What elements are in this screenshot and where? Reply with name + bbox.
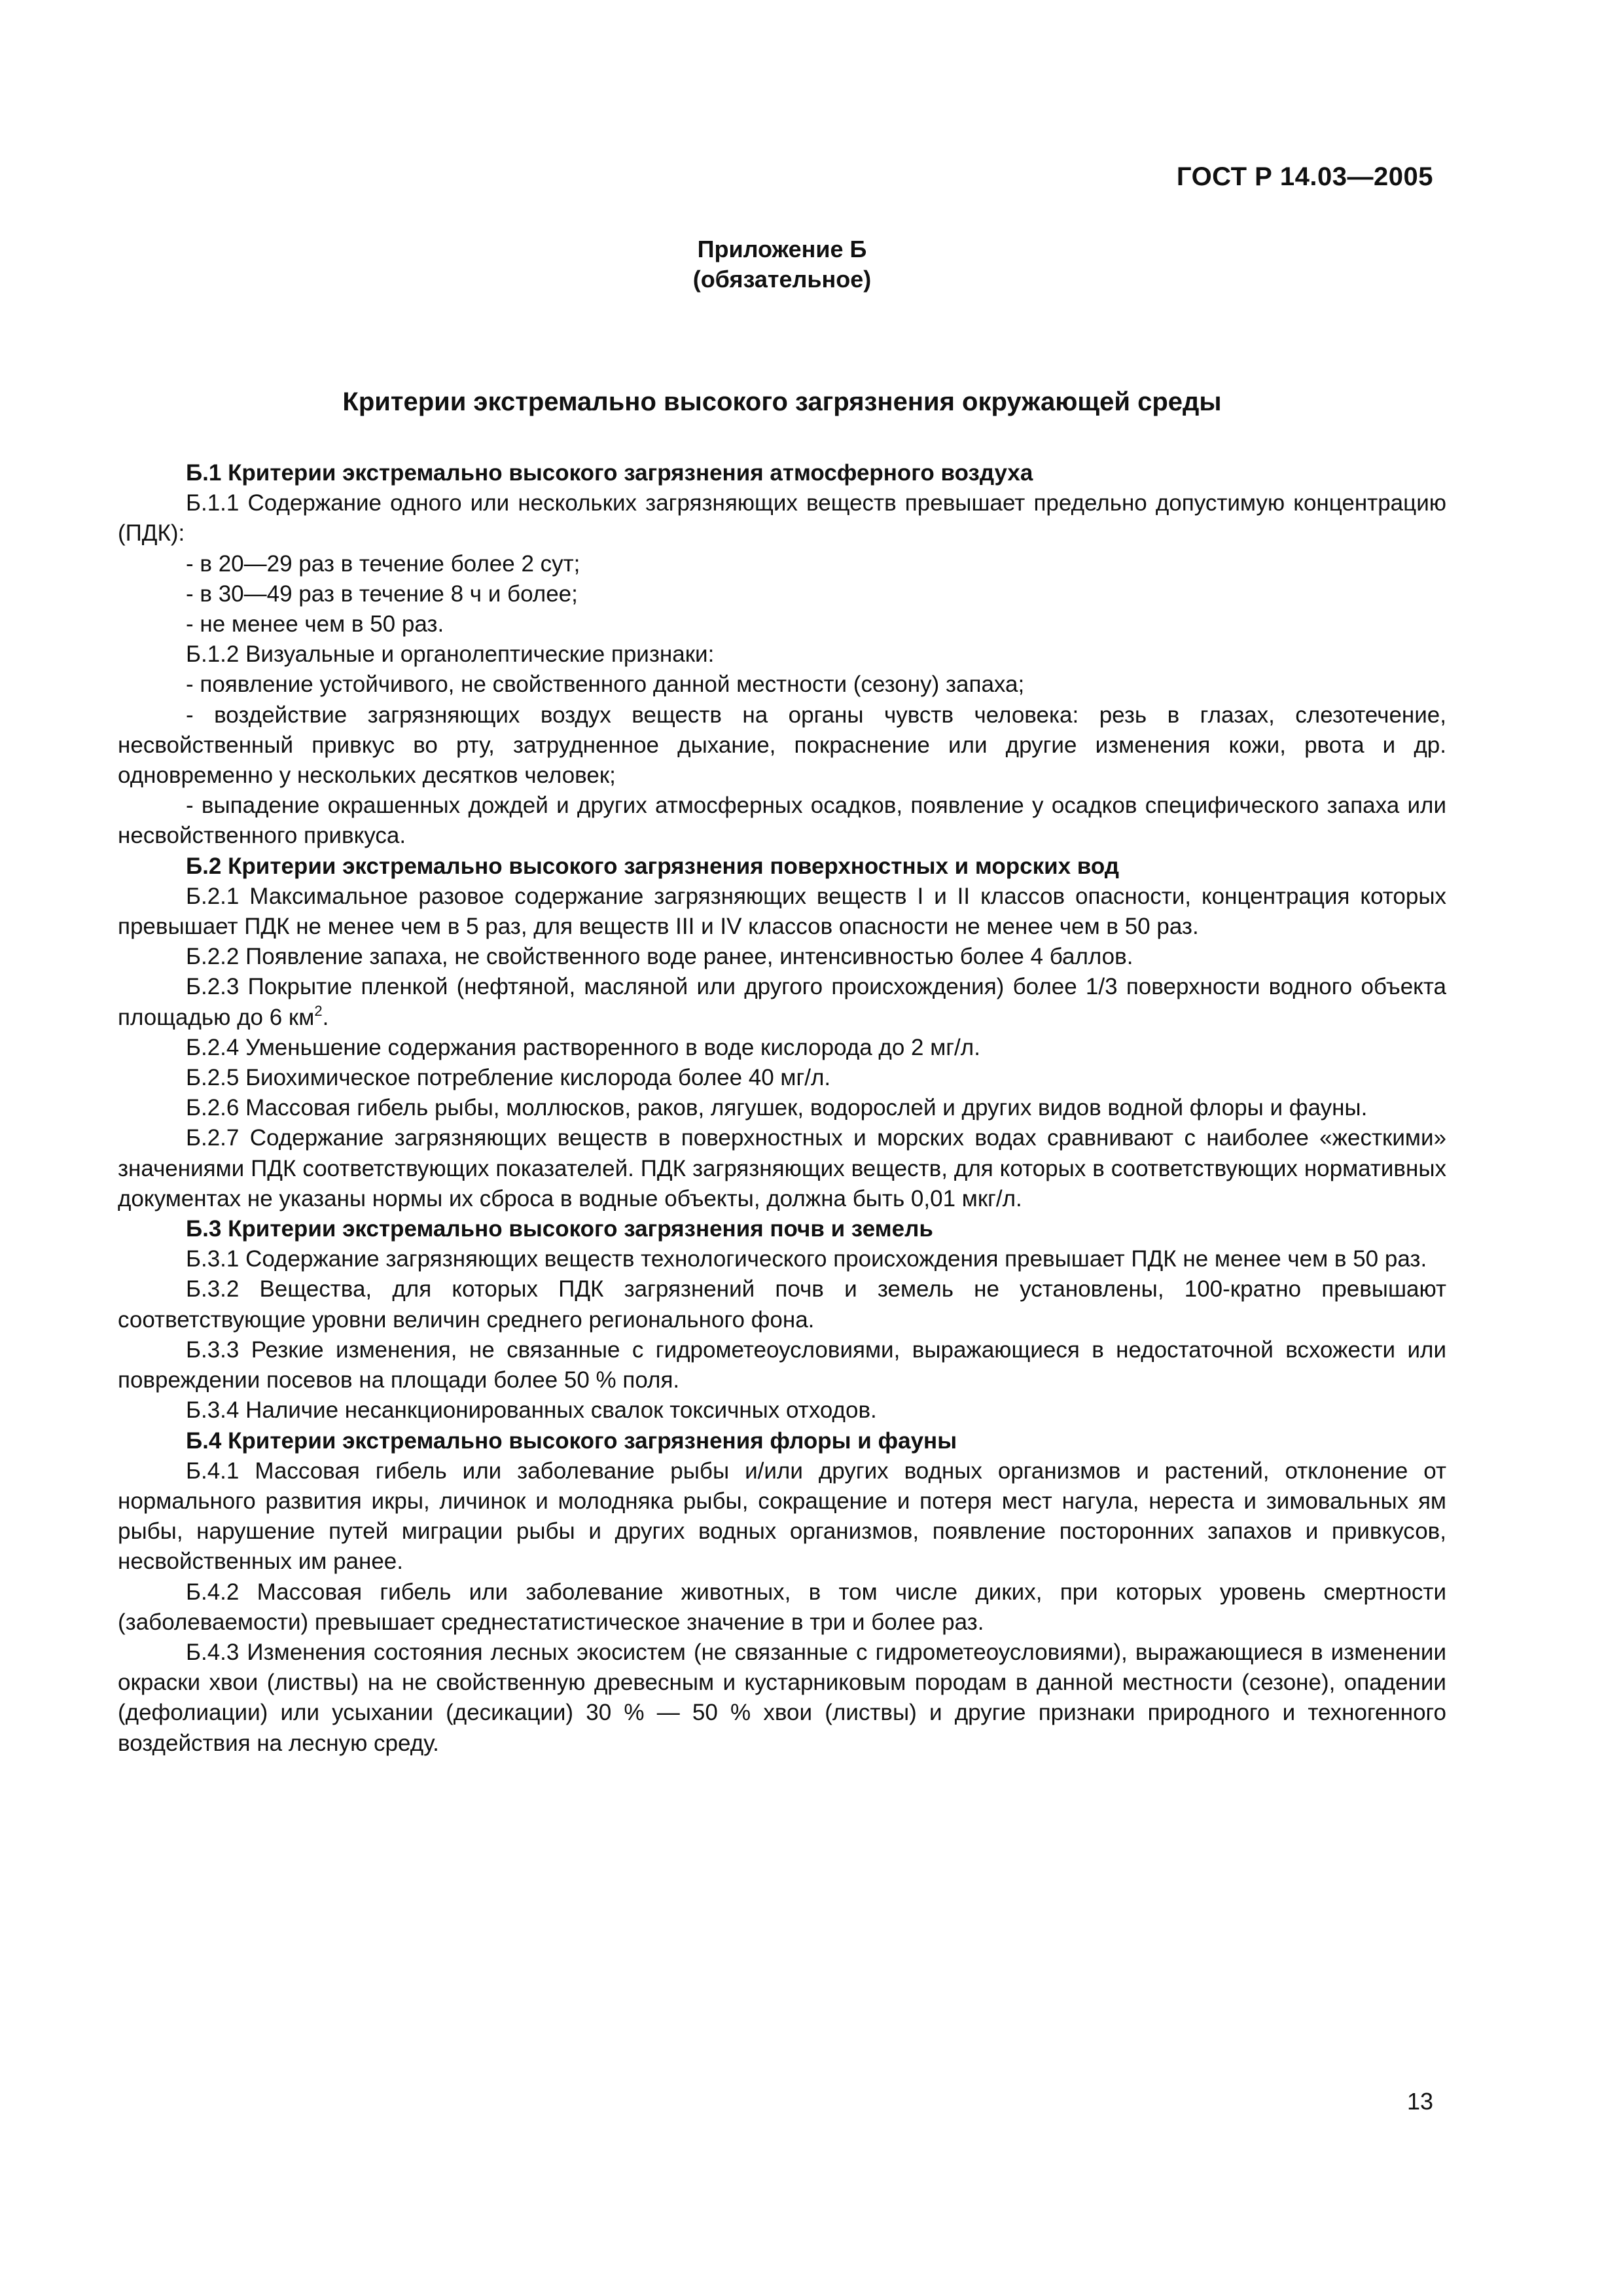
paragraph-text: Б.2.3 Покрытие пленкой (нефтяной, масляной или другого происхождения) более 1/3 поверхности водного объекта площадью до 6 км — [118, 974, 1446, 1030]
document-body — [118, 458, 1446, 1759]
list-item: - выпадение окрашенных дождей и других атмосферных осадков, появление у осадков специфического запаха или несвойственного привкуса. — [118, 793, 1446, 849]
list-item: - не менее чем в 50 раз. — [186, 611, 444, 637]
paragraph: Б.3.4 Наличие несанкционированных свалок токсичных отходов. — [186, 1397, 877, 1424]
document-code: ГОСТ Р 14.03—2005 — [1176, 162, 1433, 191]
list-item: - в 20—29 раз в течение более 2 сут; — [186, 550, 580, 577]
section-heading: Б.3 Критерии экстремально высокого загрязнения почв и земель — [186, 1216, 933, 1242]
paragraph: Б.1.1 Содержание одного или нескольких загрязняющих веществ превышает предельно допустимую концентрацию (ПДК): — [118, 490, 1446, 547]
paragraph-end: . — [322, 1004, 329, 1030]
appendix-heading — [0, 234, 1564, 295]
list-item: - воздействие загрязняющих воздух веществ на органы чувств человека: резь в глазах, слезотечение, несвойственный привкус во рту, затрудненное дыхание, покраснение или другие изменения кожи, рвота и др. одновременно у нескольких десятков человек; — [118, 702, 1446, 789]
section-heading: Б.2 Критерии экстремально высокого загрязнения поверхностных и морских вод — [186, 853, 1119, 879]
paragraph — [118, 972, 1446, 1032]
paragraph: Б.2.6 Массовая гибель рыбы, моллюсков, раков, лягушек, водорослей и других видов водной флоры и фауны. — [186, 1095, 1368, 1121]
paragraph: Б.2.2 Появление запаха, не свойственного воде ранее, интенсивностью более 4 баллов. — [186, 944, 1133, 970]
superscript: 2 — [314, 1002, 323, 1019]
main-title: Критерии экстремально высокого загрязнения окружающей среды — [342, 387, 1222, 416]
paragraph: Б.2.7 Содержание загрязняющих веществ в поверхностных и морских водах сравнивают с наиболее «жесткими» значениями ПДК соответствующих показателей. ПДК загрязняющих веществ, для которых в соответствующих нормативных документах не указаны нормы их сброса в водные объекты, должна быть 0,01 мкг/л. — [118, 1125, 1446, 1211]
paragraph: Б.3.2 Вещества, для которых ПДК загрязнений почв и земель не установлены, 100-кратно превышают соответствующие уровни величин среднего регионального фона. — [118, 1276, 1446, 1333]
paragraph: Б.2.5 Биохимическое потребление кислорода более 40 мг/л. — [186, 1065, 831, 1091]
paragraph: Б.1.2 Визуальные и органолептические признаки: — [186, 641, 715, 668]
paragraph: Б.4.2 Массовая гибель или заболевание животных, в том числе диких, при которых уровень смертности (заболеваемости) превышает среднестатистическое значение в три и более раз. — [118, 1579, 1446, 1635]
appendix-title: Приложение Б — [697, 236, 867, 262]
paragraph: Б.4.3 Изменения состояния лесных экосистем (не связанные с гидрометеоусловиями), выражающиеся в изменении окраски хвои (листвы) на не свойственную древесным и кустарниковым породам в данной местности (сезоне), опадении (дефолиации) или усыхании (десикации) 30 % — 50 % хвои (листвы) и другие признаки природного и техногенного воздействия на лесную среду. — [118, 1639, 1446, 1756]
section-heading: Б.1 Критерии экстремально высокого загрязнения атмосферного воздуха — [186, 460, 1033, 486]
paragraph: Б.3.3 Резкие изменения, не связанные с гидрометеоусловиями, выражающиеся в недостаточной всхожести или повреждении посевов на площади более 50 % поля. — [118, 1336, 1446, 1393]
section-heading: Б.4 Критерии экстремально высокого загрязнения флоры и фауны — [186, 1427, 957, 1454]
paragraph: Б.4.1 Массовая гибель или заболевание рыбы и/или других водных организмов и растений, отклонение от нормального развития икры, личинок и молодняка рыбы, сокращение и потеря мест нагула, нереста и зимовальных ям рыбы, нарушение путей миграции рыбы и других водных организмов, появление посторонних запахов и привкусов, несвойственных им ранее. — [118, 1458, 1446, 1575]
paragraph: Б.3.1 Содержание загрязняющих веществ технологического происхождения превышает ПДК не менее чем в 50 раз. — [186, 1246, 1427, 1272]
appendix-status: (обязательное) — [692, 266, 872, 293]
list-item: - в 30—49 раз в течение 8 ч и более; — [186, 581, 578, 607]
page-number: 13 — [1406, 2088, 1433, 2115]
paragraph: Б.2.1 Максимальное разовое содержание загрязняющих веществ I и II классов опасности, концентрация которых превышает ПДК не менее чем в 5 раз, для веществ III и IV классов опасности не менее чем в 50 раз. — [118, 883, 1446, 940]
paragraph: Б.2.4 Уменьшение содержания растворенного в воде кислорода до 2 мг/л. — [186, 1034, 980, 1060]
list-item: - появление устойчивого, не свойственного данной местности (сезону) запаха; — [186, 672, 1025, 698]
